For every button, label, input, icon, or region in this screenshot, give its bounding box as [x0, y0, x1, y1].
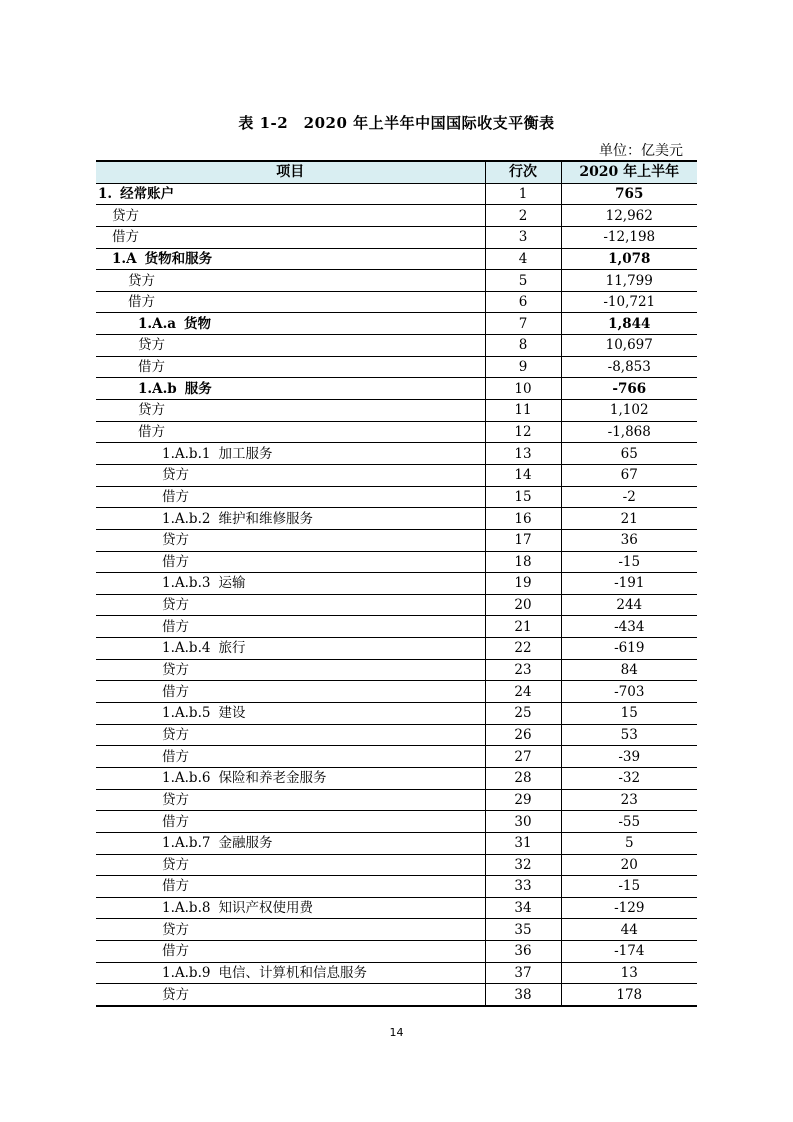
row-name: 货物	[184, 315, 212, 332]
table-row	[96, 724, 697, 746]
row-value: 84	[561, 659, 697, 681]
row-number: 22	[485, 638, 561, 660]
row-number: 34	[485, 897, 561, 919]
row-number: 9	[485, 356, 561, 378]
table-row	[96, 183, 697, 205]
row-value: 10,697	[561, 335, 697, 357]
row-label	[96, 941, 485, 963]
table-row	[96, 248, 697, 270]
row-number: 32	[485, 854, 561, 876]
row-label	[96, 703, 485, 725]
row-number: 36	[485, 941, 561, 963]
row-number: 8	[485, 335, 561, 357]
row-name: 借方	[138, 424, 165, 440]
row-code: 1.A.b.8	[162, 900, 211, 917]
row-label	[96, 724, 485, 746]
row-number: 10	[485, 378, 561, 400]
row-name: 借方	[162, 488, 189, 505]
row-name: 贷方	[162, 791, 189, 808]
row-number: 1	[485, 183, 561, 205]
row-name: 贷方	[128, 272, 155, 289]
row-name: 贷方	[162, 597, 189, 614]
row-name: 借方	[162, 683, 189, 700]
row-number: 7	[485, 313, 561, 335]
row-label	[96, 486, 485, 508]
table-row	[96, 270, 697, 292]
table-row	[96, 486, 697, 508]
row-value: -8,853	[561, 356, 697, 378]
row-code: 1.A	[112, 250, 137, 267]
table-row	[96, 616, 697, 638]
row-number: 30	[485, 811, 561, 833]
table-row	[96, 811, 697, 833]
row-value: 13	[561, 962, 697, 984]
row-name: 借方	[162, 748, 189, 765]
table-row	[96, 421, 697, 443]
column-header-period: 2020 年上半年	[561, 161, 697, 183]
row-label	[96, 335, 485, 357]
row-number: 12	[485, 421, 561, 443]
row-value: -10,721	[561, 291, 697, 313]
table-title: 表 1-2 2020 年上半年中国国际收支平衡表	[238, 114, 555, 132]
row-name: 建设	[218, 705, 246, 722]
row-name: 借方	[138, 359, 165, 376]
row-label	[96, 789, 485, 811]
row-name: 贷方	[112, 207, 139, 224]
row-number: 21	[485, 616, 561, 638]
row-number: 25	[485, 703, 561, 725]
row-code: 1.	[98, 185, 113, 202]
row-name: 服务	[184, 380, 212, 397]
row-value: -129	[561, 897, 697, 919]
row-label	[96, 897, 485, 919]
row-name: 贷方	[162, 856, 189, 873]
row-number: 23	[485, 659, 561, 681]
table-row	[96, 508, 697, 530]
row-number: 5	[485, 270, 561, 292]
row-number: 28	[485, 767, 561, 789]
table-row	[96, 226, 697, 248]
row-name: 借方	[162, 943, 189, 960]
table-row	[96, 659, 697, 681]
row-value: 23	[561, 789, 697, 811]
row-label	[96, 573, 485, 595]
row-label	[96, 464, 485, 486]
table-row	[96, 313, 697, 335]
row-name: 借方	[128, 294, 155, 311]
row-number: 14	[485, 464, 561, 486]
row-number: 15	[485, 486, 561, 508]
row-code: 1.A.b.6	[162, 770, 211, 787]
table-row	[96, 443, 697, 465]
table-row	[96, 378, 697, 400]
row-number: 13	[485, 443, 561, 465]
row-label	[96, 832, 485, 854]
row-label	[96, 400, 485, 422]
row-name: 贷方	[162, 921, 189, 938]
row-name: 贷方	[162, 662, 189, 679]
row-name: 贷方	[162, 986, 189, 1003]
row-value: -55	[561, 811, 697, 833]
row-number: 37	[485, 962, 561, 984]
row-value: 44	[561, 919, 697, 941]
row-name: 保险和养老金服务	[218, 770, 327, 787]
row-label	[96, 746, 485, 768]
row-value: 1,102	[561, 400, 697, 422]
row-label	[96, 854, 485, 876]
table-row	[96, 638, 697, 660]
table-row	[96, 767, 697, 789]
column-header-row-number: 行次	[485, 161, 561, 183]
row-number: 27	[485, 746, 561, 768]
row-label	[96, 421, 485, 443]
row-value: 15	[561, 703, 697, 725]
row-value: 53	[561, 724, 697, 746]
row-value: 65	[561, 443, 697, 465]
table-row	[96, 703, 697, 725]
row-name: 贷方	[138, 337, 165, 354]
row-number: 35	[485, 919, 561, 941]
table-row	[96, 551, 697, 573]
row-code: 1.A.b	[138, 380, 177, 397]
row-number: 6	[485, 291, 561, 313]
row-label	[96, 616, 485, 638]
row-value: 12,962	[561, 205, 697, 227]
row-code: 1.A.b.1	[162, 445, 211, 462]
row-label	[96, 270, 485, 292]
unit-label: 单位：亿美元	[599, 143, 683, 159]
row-label	[96, 443, 485, 465]
row-label	[96, 248, 485, 270]
column-header-item: 项目	[96, 161, 485, 183]
row-value: 1,844	[561, 313, 697, 335]
row-name: 维护和维修服务	[218, 510, 313, 527]
row-label	[96, 313, 485, 335]
table-row	[96, 400, 697, 422]
row-number: 24	[485, 681, 561, 703]
row-value: 1,078	[561, 248, 697, 270]
table-row	[96, 746, 697, 768]
row-label	[96, 291, 485, 313]
row-value: -32	[561, 767, 697, 789]
table-row	[96, 919, 697, 941]
row-name: 加工服务	[218, 445, 273, 462]
row-value: -703	[561, 681, 697, 703]
table-row	[96, 962, 697, 984]
row-name: 贷方	[162, 532, 189, 549]
row-name: 知识产权使用费	[218, 900, 313, 917]
row-label	[96, 876, 485, 898]
row-name: 贷方	[162, 467, 189, 484]
row-label	[96, 183, 485, 205]
table-row	[96, 573, 697, 595]
row-number: 31	[485, 832, 561, 854]
table-row	[96, 984, 697, 1006]
row-value: -434	[561, 616, 697, 638]
row-name: 借方	[162, 878, 189, 895]
table-row	[96, 335, 697, 357]
table-row	[96, 789, 697, 811]
row-value: -12,198	[561, 226, 697, 248]
row-label	[96, 356, 485, 378]
row-number: 26	[485, 724, 561, 746]
row-number: 16	[485, 508, 561, 530]
row-label	[96, 378, 485, 400]
row-code: 1.A.b.3	[162, 575, 211, 592]
row-number: 38	[485, 984, 561, 1006]
row-label	[96, 638, 485, 660]
row-label	[96, 551, 485, 573]
table-header-row	[96, 161, 697, 183]
row-value: -39	[561, 746, 697, 768]
row-name: 经常账户	[120, 185, 175, 202]
row-label	[96, 681, 485, 703]
row-name: 金融服务	[218, 835, 273, 852]
row-value: 5	[561, 832, 697, 854]
row-value: 67	[561, 464, 697, 486]
row-label	[96, 919, 485, 941]
table-row	[96, 897, 697, 919]
row-name: 借方	[162, 813, 189, 830]
row-name: 运输	[218, 575, 246, 592]
row-value: -2	[561, 486, 697, 508]
row-name: 电信、计算机和信息服务	[218, 965, 367, 982]
row-value: -191	[561, 573, 697, 595]
row-value: 11,799	[561, 270, 697, 292]
row-label	[96, 984, 485, 1006]
row-value: -1,868	[561, 421, 697, 443]
row-number: 3	[485, 226, 561, 248]
row-code: 1.A.b.4	[162, 640, 211, 657]
balance-of-payments-table	[96, 160, 697, 1007]
page-number: 14	[389, 1026, 404, 1039]
row-number: 29	[485, 789, 561, 811]
table-row	[96, 594, 697, 616]
row-name: 货物和服务	[144, 250, 213, 267]
row-number: 17	[485, 529, 561, 551]
row-label	[96, 594, 485, 616]
row-name: 借方	[162, 618, 189, 635]
table-row	[96, 681, 697, 703]
row-code: 1.A.b.9	[162, 965, 211, 982]
table-row	[96, 464, 697, 486]
row-label	[96, 659, 485, 681]
row-number: 19	[485, 573, 561, 595]
row-code: 1.A.b.5	[162, 705, 211, 722]
table-row	[96, 876, 697, 898]
row-value: 244	[561, 594, 697, 616]
row-number: 11	[485, 400, 561, 422]
row-value: -174	[561, 941, 697, 963]
row-value: 21	[561, 508, 697, 530]
table-body	[96, 183, 697, 1006]
row-name: 借方	[162, 553, 189, 570]
table-row	[96, 832, 697, 854]
row-name: 贷方	[138, 402, 165, 419]
row-value: 20	[561, 854, 697, 876]
table-row	[96, 205, 697, 227]
row-label	[96, 508, 485, 530]
table-row	[96, 941, 697, 963]
row-label	[96, 529, 485, 551]
row-label	[96, 205, 485, 227]
row-label	[96, 226, 485, 248]
row-name: 贷方	[162, 726, 189, 743]
row-number: 2	[485, 205, 561, 227]
row-value: 36	[561, 529, 697, 551]
row-number: 4	[485, 248, 561, 270]
row-value: -766	[561, 378, 697, 400]
table-row	[96, 291, 697, 313]
row-label	[96, 767, 485, 789]
row-value: -619	[561, 638, 697, 660]
row-code: 1.A.a	[138, 315, 177, 332]
row-code: 1.A.b.7	[162, 835, 211, 852]
table-row	[96, 854, 697, 876]
row-code: 1.A.b.2	[162, 510, 211, 527]
row-value: 178	[561, 984, 697, 1006]
row-number: 20	[485, 594, 561, 616]
row-value: 765	[561, 183, 697, 205]
row-name: 旅行	[218, 640, 246, 657]
row-number: 18	[485, 551, 561, 573]
row-name: 借方	[112, 229, 139, 246]
row-value: -15	[561, 551, 697, 573]
row-value: -15	[561, 876, 697, 898]
row-label	[96, 811, 485, 833]
row-label	[96, 962, 485, 984]
table-row	[96, 356, 697, 378]
row-number: 33	[485, 876, 561, 898]
table-row	[96, 529, 697, 551]
